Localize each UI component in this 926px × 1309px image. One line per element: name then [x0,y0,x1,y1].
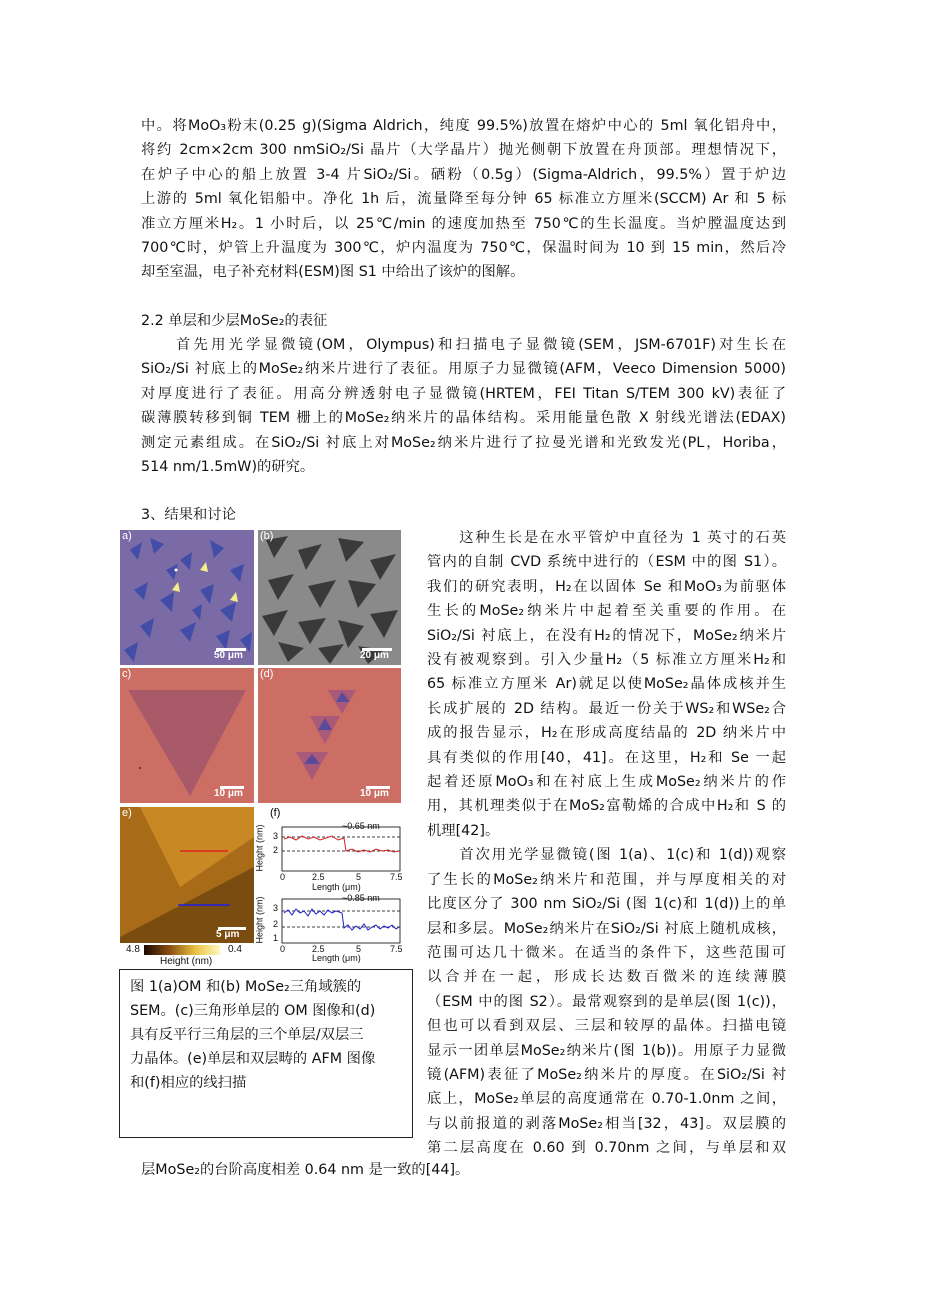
text-line: 测定元素组成。在SiO₂/Si 衬底上对MoSe₂纳米片进行了拉曼光谱和光致发光(PL，Horiba， [141,434,786,451]
text-line: 了生长的MoSe₂纳米片和范围，并与厚度相关的对 [427,871,786,888]
text-line: 我们的研究表明，H₂在以固体 Se 和MoO₃为前驱体 [427,578,786,595]
colorbar-max: 0.4 [228,944,242,955]
y-axis-label: Height (nm) [254,896,265,944]
panel-d-om-image [258,668,401,803]
text-line: 却至室温，电子补充材料(ESM)图 S1 中给出了该炉的图解。 [141,264,525,281]
text-line: 这种生长是在水平管炉中直径为 1 英寸的石英 [427,530,786,546]
text-line: 65 标准立方厘米 Ar)就足以使MoSe₂晶体成核并生 [427,676,786,693]
section-heading-2-2: 2.2 单层和少层MoSe₂的表征 [141,313,328,329]
panel-a-om-image [120,530,254,665]
scale-label: 20 μm [360,650,389,661]
scale-label: 50 μm [214,650,243,661]
text-line: 514 nm/1.5mW)的研究。 [141,459,315,476]
panel-label: e) [122,807,132,819]
colorbar-gradient [144,945,220,955]
caption-line: 图 1(a)OM 和(b) MoSe₂三角域簇的 [130,979,362,995]
text-line: 镜(AFM)表征了MoSe₂纳米片的厚度。在SiO₂/Si 衬 [427,1066,786,1083]
text-line: 底上，MoSe₂单层的高度通常在 0.70-1.0nm 之间， [427,1091,786,1108]
text-line: 与以前报道的剥落MoSe₂相当[32，43]。双层膜的 [427,1115,786,1132]
text-line: 长成扩展的 2D 结构。最近一份关于WS₂和WSe₂合 [427,700,786,717]
panel-label: (f) [270,807,281,819]
colorbar [120,944,254,968]
text-line: 第二层高度在 0.60 到 0.70nm 之间，与单层和双 [427,1140,786,1157]
panel-e-afm-image [120,807,254,943]
text-line: 机理[42]。 [427,822,500,839]
y-tick: 3 [273,831,279,841]
text-line: 起着还原MoO₃和在衬底上生成MoSe₂纳米片的作 [427,774,786,791]
scale-label: 5 μm [216,929,240,940]
panel-f-line-scans [256,807,406,962]
section-2-2-paragraph [141,333,786,479]
caption-line: 和(f)相应的线扫描 [130,1075,247,1091]
caption-line: 力晶体。(e)单层和双层畴的 AFM 图像 [130,1051,376,1067]
text-line: 具有类似的作用[40，41]。在这里，H₂和 Se 一起 [427,749,786,766]
y-axis-label: Height (nm) [254,824,265,872]
x-tick: 7.5 [390,944,403,954]
text-line: 以合并在一起，形成长达数百微米的连续薄膜 [427,969,786,986]
panel-c-om-image [120,668,254,803]
panel-label: (d) [260,668,274,680]
text-line: 对厚度进行了表征。用高分辨透射电子显微镜(HRTEM，FEI Titan S/TEM 300 kV)表征了 [141,385,786,402]
text-line: 首次用光学显微镜(图 1(a)、1(c)和 1(d))观察 [427,847,786,864]
x-axis-label: Length (μm) [312,882,361,892]
text-line: 但也可以看到双层、三层和较厚的晶体。扫描电镜 [427,1018,786,1035]
y-tick: 1 [273,933,279,943]
panel-b-sem-image [258,530,401,665]
y-tick: 3 [273,903,279,913]
final-text-line: 层MoSe₂的台阶高度相差 0.64 nm 是一致的[44]。 [141,1162,470,1178]
text-line: 上游的 5ml 氧化铝船中。净化 1h 后，流量降至每分钟 65 标准立方厘米(SCCM) Ar 和 5 标 [141,191,786,208]
results-paragraph [427,526,786,1161]
y-tick: 2 [273,919,279,929]
text-line: 层和多层。MoSe₂纳米片在SiO₂/Si 衬底上随机成核， [427,920,786,937]
colorbar-label: Height (nm) [160,956,213,967]
text-line: 首先用光学显微镜(OM，Olympus)和扫描电子显微镜(SEM，JSM-6701F)对生长在 [141,337,786,353]
text-line: 将约 2cm×2cm 300 nmSiO₂/Si 晶片（大学晶片）抛光侧朝下放置在舟顶部。理想情况下， [141,142,786,159]
text-line: 中。将MoO₃粉末(0.25 g)(Sigma Aldrich，纯度 99.5%)放置在熔炉中心的 5ml 氧化铝舟中， [141,118,786,134]
x-tick: 2.5 [312,872,325,882]
x-tick: 2.5 [312,944,325,954]
text-line: 在炉子中心的船上放置 3-4 片SiO₂/Si。硒粉（0.5g）(Sigma-Aldrich，99.5%）置于炉边 [141,166,786,183]
x-tick: 5 [356,872,362,882]
text-line: 成的报告显示，H₂在形成高度结晶的 2D 纳米片中 [427,725,786,742]
panel-label: c) [122,668,132,680]
text-line: 700℃时，炉管上升温度为 300℃，炉内温度为 750℃，保温时间为 10 到 15 min，然后冷 [141,240,786,257]
x-tick: 0 [280,872,286,882]
text-line: 碳薄膜转移到铜 TEM 栅上的MoSe₂纳米片的晶体结构。采用能量色散 X 射线光谱法(EDAX) [141,410,786,427]
text-line: 用，其机理类似于在MoS₂富勒烯的合成中H₂和 S 的 [427,798,786,815]
caption-line: 具有反平行三角层的三个单层/双层三 [130,1027,364,1043]
text-line: 显示一团单层MoSe₂纳米片(图 1(b))。用原子力显微 [427,1042,786,1059]
y-tick: 2 [273,845,279,855]
x-axis-label: Length (μm) [312,953,361,963]
text-line: 比度区分了 300 nm SiO₂/Si (图 1(c)和 1(d))上的单 [427,896,786,913]
scale-label: 10 μm [214,788,243,799]
panel-label: a) [122,530,132,542]
x-tick: 0 [280,944,286,954]
caption-line: SEM。(c)三角形单层的 OM 图像和(d) [130,1003,376,1019]
bottom-step-annotation: ~0.85 nm [342,893,380,903]
text-line: SiO₂/Si 衬底上，在没有H₂的情况下，MoSe₂纳米片 [427,627,786,644]
panel-label: (b) [260,530,274,542]
figure-caption [130,975,406,1095]
x-tick: 5 [356,944,362,954]
x-tick: 7.5 [390,872,403,882]
section-heading-3: 3、结果和讨论 [141,507,236,523]
text-line: 准立方厘米H₂。1 小时后，以 25℃/min 的速度加热至 750℃的生长温度。当炉膛温度达到 [141,215,786,232]
text-line: 没有被观察到。引入少量H₂（5 标准立方厘米H₂和 [427,652,786,669]
scale-label: 10 μm [360,788,389,799]
text-line: 生长的MoSe₂纳米片中起着至关重要的作用。在 [427,603,786,620]
top-step-annotation: ~0.65 nm [342,821,380,831]
colorbar-min: 4.8 [126,944,140,955]
text-line: （ESM 中的图 S2）。最常观察到的是单层(图 1(c))， [427,993,786,1010]
intro-paragraph [141,114,786,285]
text-line: 管内的自制 CVD 系统中进行的（ESM 中的图 S1）。 [427,554,786,571]
text-line: SiO₂/Si 衬底上的MoSe₂纳米片进行了表征。用原子力显微镜(AFM，Veeco Dimension 5000) [141,361,786,378]
text-line: 范围可达几十微米。在适当的条件下，这些范围可 [427,944,786,961]
